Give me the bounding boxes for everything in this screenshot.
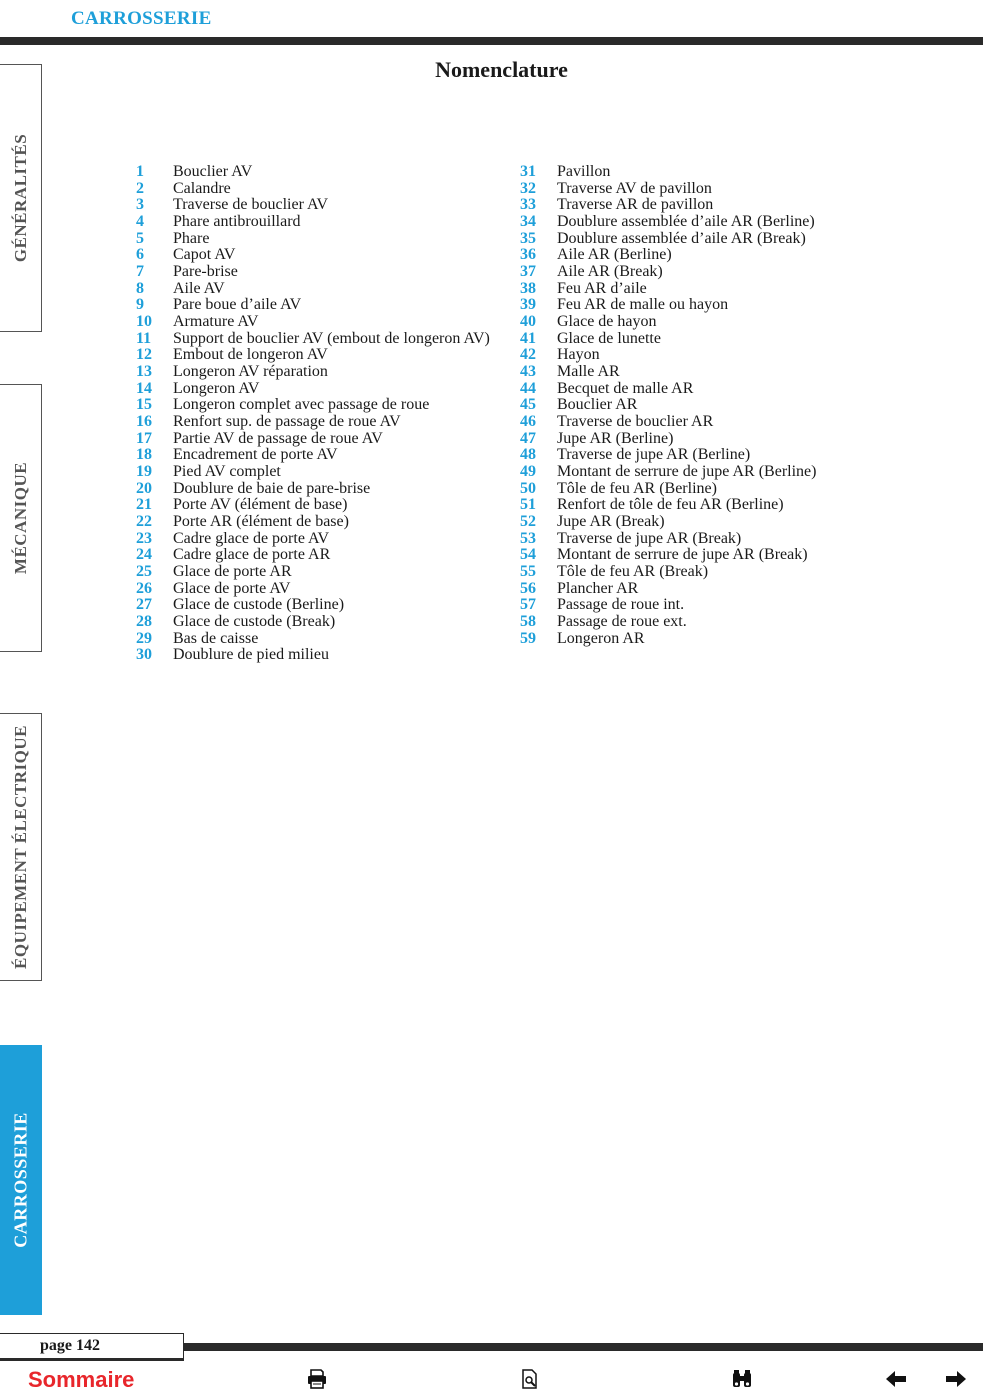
item-label: Doublure assemblée d’aile AR (Break) xyxy=(557,229,806,247)
list-item xyxy=(136,247,490,264)
item-label: Partie AV de passage de roue AV xyxy=(173,429,383,447)
list-item xyxy=(136,281,490,298)
item-number: 22 xyxy=(136,513,152,531)
item-label: Pare boue d’aile AV xyxy=(173,296,302,314)
item-label: Longeron AR xyxy=(557,629,645,647)
list-item xyxy=(136,197,490,214)
item-label: Aile AR (Berline) xyxy=(557,246,672,264)
sommaire-link[interactable]: Sommaire xyxy=(28,1367,135,1392)
page-title: Nomenclature xyxy=(435,57,568,82)
list-item xyxy=(136,414,490,431)
item-number: 9 xyxy=(136,296,144,314)
item-number: 11 xyxy=(136,329,152,347)
item-label: Tôle de feu AR (Break) xyxy=(557,563,709,581)
list-item xyxy=(520,564,816,581)
item-number: 59 xyxy=(520,629,536,647)
item-label: Porte AR (élément de base) xyxy=(173,513,349,531)
document-zoom-icon[interactable] xyxy=(518,1367,542,1391)
list-item xyxy=(520,447,816,464)
list-item xyxy=(136,614,490,631)
item-number: 33 xyxy=(520,196,536,214)
item-label: Montant de serrure de jupe AR (Berline) xyxy=(557,463,817,481)
list-item xyxy=(520,347,816,364)
item-label: Pare-brise xyxy=(173,263,238,281)
list-item xyxy=(520,547,816,564)
item-number: 7 xyxy=(136,263,144,281)
item-label: Traverse AR de pavillon xyxy=(557,196,714,214)
list-item xyxy=(136,364,490,381)
list-item xyxy=(520,331,816,348)
item-label: Longeron AV réparation xyxy=(173,363,328,381)
list-item xyxy=(136,514,490,531)
list-item xyxy=(520,497,816,514)
item-number: 8 xyxy=(136,279,144,297)
item-label: Feu AR de malle ou hayon xyxy=(557,296,729,314)
nomenclature-column-left xyxy=(136,164,490,664)
list-item xyxy=(136,214,490,231)
item-label: Becquet de malle AR xyxy=(557,379,694,397)
list-item xyxy=(520,197,816,214)
item-label: Bouclier AR xyxy=(557,396,638,414)
item-label: Calandre xyxy=(173,179,231,197)
list-item xyxy=(136,547,490,564)
item-label: Phare xyxy=(173,229,210,247)
item-label: Pavillon xyxy=(557,163,611,180)
item-label: Feu AR d’aile xyxy=(557,279,647,297)
arrow-left-icon[interactable] xyxy=(884,1367,908,1391)
item-label: Phare antibrouillard xyxy=(173,213,301,231)
item-label: Armature AV xyxy=(173,313,259,331)
item-label: Traverse AV de pavillon xyxy=(557,179,712,197)
tab-generalites[interactable] xyxy=(0,64,42,332)
item-number: 49 xyxy=(520,463,536,481)
item-number: 5 xyxy=(136,229,144,247)
item-number: 53 xyxy=(520,529,536,547)
list-item xyxy=(520,431,816,448)
list-item xyxy=(520,231,816,248)
list-item xyxy=(520,597,816,614)
item-label: Longeron complet avec passage de roue xyxy=(173,396,430,414)
list-item xyxy=(136,314,490,331)
list-item xyxy=(520,164,816,181)
tab-carrosserie[interactable] xyxy=(0,1045,42,1315)
list-item xyxy=(520,297,816,314)
list-item xyxy=(136,431,490,448)
list-item xyxy=(520,281,816,298)
item-label: Embout de longeron AV xyxy=(173,346,328,364)
list-item xyxy=(520,364,816,381)
item-number: 32 xyxy=(520,179,536,197)
item-label: Longeron AV xyxy=(173,379,260,397)
item-label: Support de bouclier AV (embout de longeron AV) xyxy=(173,329,490,347)
item-number: 27 xyxy=(136,596,152,614)
item-number: 21 xyxy=(136,496,152,514)
item-number: 40 xyxy=(520,313,536,331)
item-number: 25 xyxy=(136,563,152,581)
list-item xyxy=(136,397,490,414)
item-label: Glace de lunette xyxy=(557,329,661,347)
item-number: 39 xyxy=(520,296,536,314)
item-number: 24 xyxy=(136,546,152,564)
item-number: 20 xyxy=(136,479,152,497)
item-number: 29 xyxy=(136,629,152,647)
item-number: 38 xyxy=(520,279,536,297)
item-label: Cadre glace de porte AR xyxy=(173,546,331,564)
item-number: 2 xyxy=(136,179,144,197)
item-label: Renfort sup. de passage de roue AV xyxy=(173,413,401,431)
tab-mecanique[interactable] xyxy=(0,384,42,652)
list-item xyxy=(136,447,490,464)
item-number: 45 xyxy=(520,396,536,414)
list-item xyxy=(136,581,490,598)
item-number: 50 xyxy=(520,479,536,497)
list-item xyxy=(136,464,490,481)
nomenclature-column-right xyxy=(520,164,816,647)
page-number: page 142 xyxy=(40,1337,100,1354)
item-label: Porte AV (élément de base) xyxy=(173,496,348,514)
item-number: 12 xyxy=(136,346,152,364)
list-item xyxy=(520,614,816,631)
list-item xyxy=(136,481,490,498)
list-item xyxy=(520,214,816,231)
item-number: 43 xyxy=(520,363,536,381)
list-item xyxy=(520,464,816,481)
list-item xyxy=(520,631,816,648)
item-number: 4 xyxy=(136,213,144,231)
item-label: Hayon xyxy=(557,346,600,364)
tab-label: ÉQUIPEMENT ÉLECTRIQUE xyxy=(10,725,30,969)
item-label: Encadrement de porte AV xyxy=(173,446,338,464)
tab-label: CARROSSERIE xyxy=(10,1112,30,1248)
item-label: Glace de porte AV xyxy=(173,579,291,597)
list-item xyxy=(136,597,490,614)
item-number: 19 xyxy=(136,463,152,481)
item-number: 31 xyxy=(520,163,536,180)
list-item xyxy=(136,347,490,364)
list-item xyxy=(520,314,816,331)
item-number: 56 xyxy=(520,579,536,597)
list-item xyxy=(136,531,490,548)
item-number: 48 xyxy=(520,446,536,464)
item-label: Traverse de jupe AR (Berline) xyxy=(557,446,751,464)
list-item xyxy=(136,497,490,514)
list-item xyxy=(520,481,816,498)
item-label: Aile AV xyxy=(173,279,225,297)
item-number: 23 xyxy=(136,529,152,547)
list-item xyxy=(520,414,816,431)
list-item xyxy=(136,647,490,664)
list-item xyxy=(136,231,490,248)
item-label: Passage de roue int. xyxy=(557,596,685,614)
item-number: 51 xyxy=(520,496,536,514)
list-item xyxy=(136,564,490,581)
item-label: Traverse de jupe AR (Break) xyxy=(557,529,742,547)
tab-label: GÉNÉRALITÉS xyxy=(10,133,30,263)
item-number: 13 xyxy=(136,363,152,381)
item-label: Doublure de baie de pare-brise xyxy=(173,479,371,497)
item-label: Tôle de feu AR (Berline) xyxy=(557,479,717,497)
item-number: 14 xyxy=(136,379,152,397)
item-number: 41 xyxy=(520,329,536,347)
item-number: 15 xyxy=(136,396,152,414)
item-number: 42 xyxy=(520,346,536,364)
page-number-box xyxy=(0,1333,184,1361)
item-number: 26 xyxy=(136,579,152,597)
list-item xyxy=(136,264,490,281)
list-item xyxy=(520,531,816,548)
item-label: Cadre glace de porte AV xyxy=(173,529,330,547)
item-label: Capot AV xyxy=(173,246,236,264)
item-number: 34 xyxy=(520,213,536,231)
list-item xyxy=(136,297,490,314)
item-label: Jupe AR (Berline) xyxy=(557,429,674,447)
item-number: 52 xyxy=(520,513,536,531)
item-label: Jupe AR (Break) xyxy=(557,513,665,531)
item-number: 55 xyxy=(520,563,536,581)
item-number: 37 xyxy=(520,263,536,281)
item-number: 28 xyxy=(136,613,152,631)
item-label: Doublure de pied milieu xyxy=(173,646,329,664)
item-number: 1 xyxy=(136,163,144,180)
list-item xyxy=(520,397,816,414)
item-label: Plancher AR xyxy=(557,579,639,597)
item-label: Montant de serrure de jupe AR (Break) xyxy=(557,546,808,564)
list-item xyxy=(136,331,490,348)
list-item xyxy=(136,631,490,648)
printer-icon[interactable] xyxy=(305,1367,329,1391)
item-number: 6 xyxy=(136,246,144,264)
item-label: Bas de caisse xyxy=(173,629,259,647)
item-number: 36 xyxy=(520,246,536,264)
list-item xyxy=(520,181,816,198)
item-number: 57 xyxy=(520,596,536,614)
item-number: 47 xyxy=(520,429,536,447)
list-item xyxy=(520,581,816,598)
item-label: Aile AR (Break) xyxy=(557,263,663,281)
list-item xyxy=(136,381,490,398)
top-rule xyxy=(0,37,983,45)
arrow-right-icon[interactable] xyxy=(944,1367,968,1391)
item-number: 58 xyxy=(520,613,536,631)
list-item xyxy=(520,264,816,281)
item-label: Doublure assemblée d’aile AR (Berline) xyxy=(557,213,815,231)
item-number: 54 xyxy=(520,546,536,564)
item-number: 18 xyxy=(136,446,152,464)
list-item xyxy=(520,514,816,531)
list-item xyxy=(136,181,490,198)
section-header: CARROSSERIE xyxy=(71,8,212,29)
item-label: Traverse de bouclier AV xyxy=(173,196,329,214)
item-label: Passage de roue ext. xyxy=(557,613,687,631)
item-label: Traverse de bouclier AR xyxy=(557,413,714,431)
item-label: Bouclier AV xyxy=(173,163,253,180)
item-label: Malle AR xyxy=(557,363,620,381)
item-number: 46 xyxy=(520,413,536,431)
list-item xyxy=(520,381,816,398)
item-label: Glace de porte AR xyxy=(173,563,292,581)
list-item xyxy=(520,247,816,264)
item-number: 35 xyxy=(520,229,536,247)
item-label: Pied AV complet xyxy=(173,463,281,481)
binoculars-icon[interactable] xyxy=(730,1367,754,1391)
tab-equipement-electrique[interactable] xyxy=(0,713,42,981)
item-number: 10 xyxy=(136,313,152,331)
tab-label: MÉCANIQUE xyxy=(10,461,30,575)
item-label: Renfort de tôle de feu AR (Berline) xyxy=(557,496,784,514)
item-label: Glace de custode (Berline) xyxy=(173,596,345,614)
item-number: 44 xyxy=(520,379,536,397)
item-number: 16 xyxy=(136,413,152,431)
list-item xyxy=(136,164,490,181)
item-number: 3 xyxy=(136,196,144,214)
item-number: 30 xyxy=(136,646,152,664)
item-number: 17 xyxy=(136,429,152,447)
item-label: Glace de custode (Break) xyxy=(173,613,336,631)
item-label: Glace de hayon xyxy=(557,313,657,331)
